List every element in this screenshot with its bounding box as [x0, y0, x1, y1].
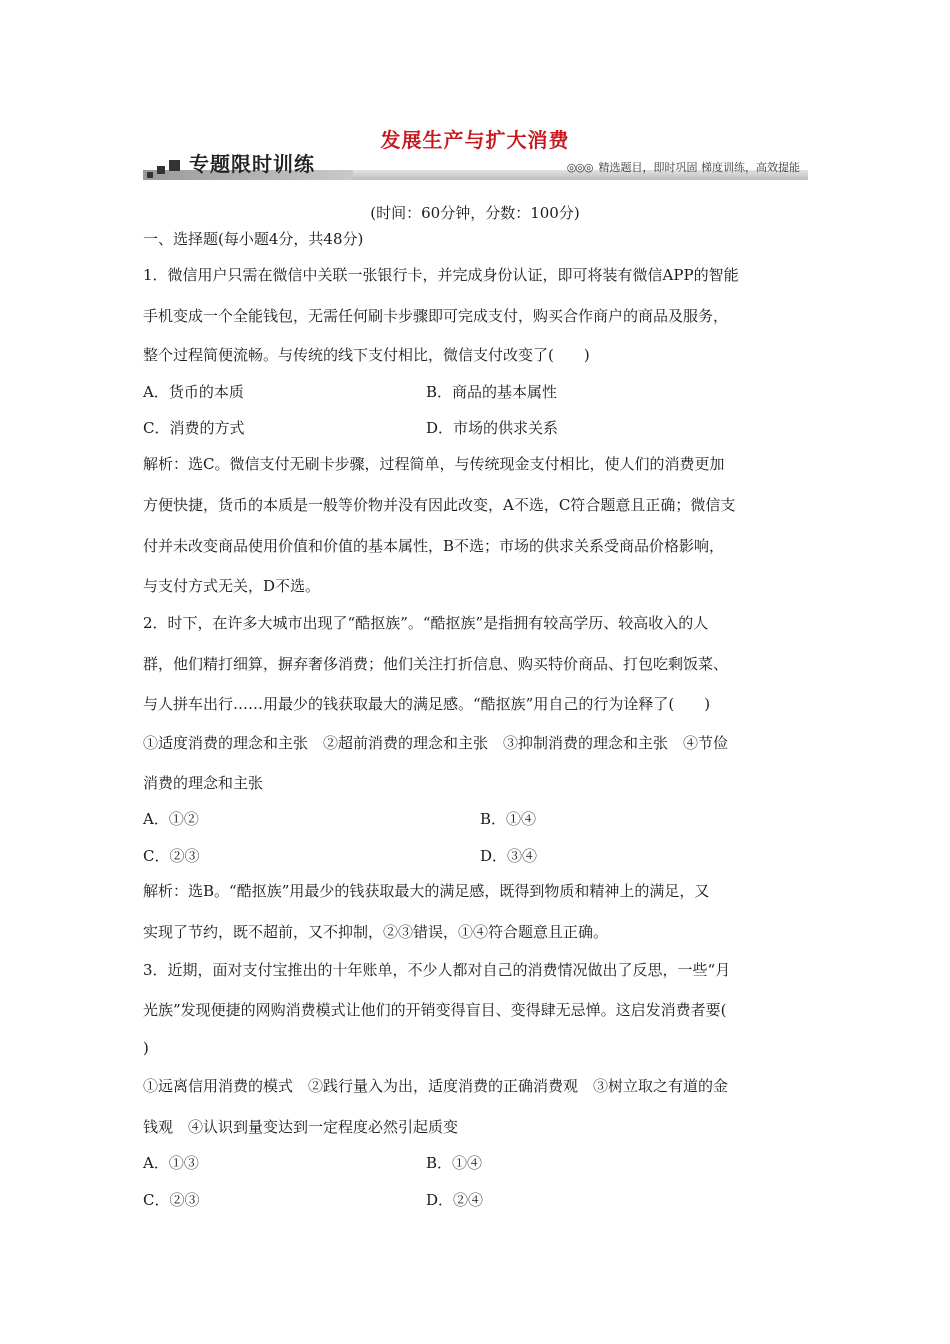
- question-3-option-c: C．②③: [143, 1191, 200, 1209]
- question-3-option-b: B．①④: [426, 1154, 483, 1172]
- banner-label: 专题限时训练: [189, 152, 315, 176]
- question-1-option-a: A．货币的本质: [143, 383, 244, 401]
- banner-square-icon: [157, 166, 165, 174]
- question-3-option-a: A．①③: [143, 1154, 199, 1172]
- question-1-option-b: B．商品的基本属性: [426, 383, 558, 401]
- question-1-line: 手机变成一个全能钱包，无需任何刷卡步骤即可完成支付，购买合作商户的商品及服务，: [143, 307, 729, 325]
- question-1-analysis: 与支付方式无关，D不选。: [143, 577, 321, 595]
- question-3-line: 钱观 ④认识到量变达到一定程度必然引起质变: [143, 1118, 459, 1136]
- question-2-analysis: 解析：选B。“酷抠族”用最少的钱获取最大的满足感，既得到物质和精神上的满足，又: [143, 882, 710, 900]
- page-title: 发展生产与扩大消费: [380, 128, 570, 152]
- question-3-line: ①远离信用消费的模式 ②践行量入为出，适度消费的正确消费观 ③树立取之有道的金: [143, 1077, 729, 1095]
- question-1-analysis: 付并未改变商品使用价值和价值的基本属性，B不选；市场的供求关系受商品价格影响，: [143, 537, 725, 555]
- question-1-line: 1．微信用户只需在微信中关联一张银行卡，并完成身份认证，即可将装有微信APP的智能: [143, 266, 739, 284]
- question-1-option-d: D．市场的供求关系: [426, 419, 559, 437]
- section-heading: 一、选择题(每小题4分，共48分): [143, 230, 364, 248]
- question-2-line: 群，他们精打细算，摒弃奢侈消费；他们关注打折信息、购买特价商品、打包吃剩饭菜、: [143, 655, 729, 673]
- question-2-option-a: A．①②: [143, 810, 199, 828]
- question-2-option-b: B．①④: [480, 810, 537, 828]
- question-2-option-c: C．②③: [143, 847, 200, 865]
- dots-icon: ◎◎◎: [566, 161, 593, 174]
- question-1-option-c: C．消费的方式: [143, 419, 245, 437]
- exam-meta: (时间：60分钟，分数：100分): [370, 204, 580, 222]
- question-2-line: 消费的理念和主张: [143, 774, 264, 792]
- question-1-line: 整个过程简便流畅。与传统的线下支付相比，微信支付改变了( ): [143, 346, 590, 364]
- banner-tagline-text: 精选题目，即时巩固 梯度训练，高效提能: [598, 161, 800, 174]
- banner-square-icon: [147, 172, 153, 178]
- banner-tagline: [567, 159, 800, 175]
- banner-square-icon: [169, 160, 180, 171]
- question-2-line: ①适度消费的理念和主张 ②超前消费的理念和主张 ③抑制消费的理念和主张 ④节俭: [143, 734, 729, 752]
- question-1-analysis: 方便快捷，货币的本质是一般等价物并没有因此改变，A不选，C符合题意且正确；微信支: [143, 496, 736, 514]
- question-1-analysis: 解析：选C。微信支付无刷卡步骤，过程简单，与传统现金支付相比，使人们的消费更加: [143, 455, 725, 473]
- section-banner: [143, 150, 808, 184]
- question-2-line: 与人拼车出行……用最少的钱获取最大的满足感。“酷抠族”用自己的行为诠释了( ): [143, 695, 711, 713]
- question-3-line: 3．近期，面对支付宝推出的十年账单，不少人都对自己的消费情况做出了反思，一些“月: [143, 961, 731, 979]
- question-2-line: 2．时下，在许多大城市出现了“酷抠族”。“酷抠族”是指拥有较高学历、较高收入的人: [143, 614, 709, 632]
- question-2-option-d: D．③④: [480, 847, 538, 865]
- question-3-line: 光族”发现便捷的网购消费模式让他们的开销变得盲目、变得肆无忌惮。这启发消费者要(: [143, 1001, 727, 1019]
- question-3-line: ): [143, 1039, 149, 1057]
- question-3-option-d: D．②④: [426, 1191, 484, 1209]
- question-2-analysis: 实现了节约，既不超前，又不抑制，②③错误，①④符合题意且正确。: [143, 923, 609, 941]
